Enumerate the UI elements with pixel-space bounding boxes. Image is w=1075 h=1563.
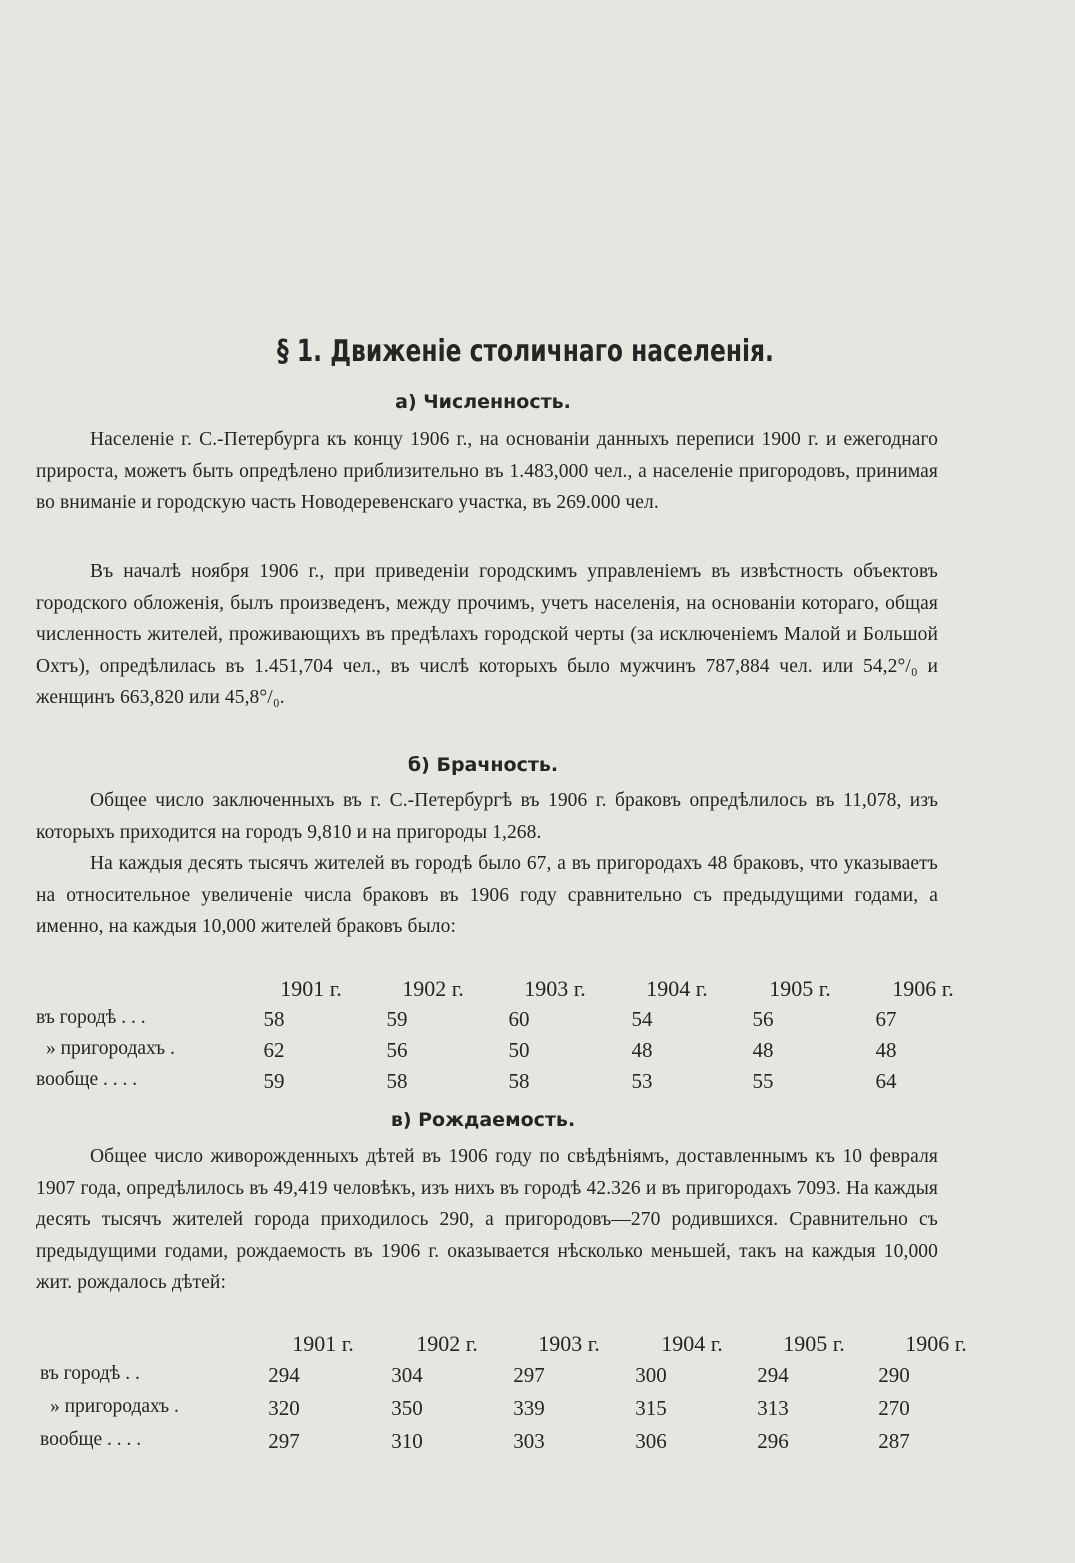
year-header: 1905 г.: [783, 1331, 845, 1356]
row-label: вообще . . . .: [40, 1429, 142, 1450]
row-label: » пригородахъ .: [46, 1038, 175, 1059]
table-cell: 306: [635, 1429, 667, 1453]
paragraph-marriages-1: Общее число заключенныхъ въ г. С.-Петербургѣ въ 1906 г. браковъ опредѣлилось въ 11,078, изъ которыхъ приходится на городъ 9,810 и на пригороды 1,268.: [36, 790, 938, 843]
table-cell: 303: [513, 1429, 545, 1453]
table-row: [36, 1396, 938, 1429]
year-header: 1902 г.: [402, 976, 464, 1001]
table-cell: 54: [631, 1007, 653, 1031]
table-cell: 55: [752, 1069, 774, 1093]
table-cell: 304: [391, 1363, 423, 1387]
row-label: » пригородахъ .: [50, 1396, 179, 1417]
table-cell: 297: [268, 1429, 300, 1453]
table-cell: 48: [631, 1038, 653, 1062]
paragraph-population-2: Въ началѣ ноября 1906 г., при приведеніи городскимъ управленіемъ въ извѣстность объектовъ городского обложенія, былъ произведенъ, между прочимъ, учетъ населенія, на основаніи котораго, общая численность жителей, проживающихъ въ предѣлахъ городской черты (за исключеніемъ Малой и Большой Охтъ), опредѣлилась въ 1.451,704 чел., въ числѣ которыхъ было мужчинъ 787,884 чел. или 54,2°/₀ и женщинъ 663,820 или 45,8°/₀.: [36, 561, 938, 709]
table-cell: 270: [878, 1396, 910, 1420]
table-cell: 62: [263, 1038, 285, 1062]
table-cell: 60: [508, 1007, 530, 1031]
subheading-marriages: б) Брачность.: [407, 754, 559, 776]
table-cell: 294: [268, 1363, 300, 1387]
paragraph-population-1: Населеніе г. С.-Петербурга къ концу 1906 г., на основаніи данныхъ переписи 1900 г. и ежегоднаго прироста, можетъ быть опредѣлено приблизительно въ 1.483,000 чел., а населеніе пригородовъ, принимая во вниманіе и городскую часть Новодеревенскаго участка, въ 269.000 чел.: [36, 429, 938, 514]
year-header: 1901 г.: [280, 976, 342, 1001]
paragraph-births-1: Общее число живорожденныхъ дѣтей въ 1906 году по свѣдѣніямъ, доставленнымъ къ 10 февраля 1907 года, опредѣлилось въ 49,419 человѣкъ, изъ нихъ въ городѣ 42.326 и въ пригородахъ 7093. На каждыя десять тысячъ жителей города приходилось 290, а пригородовъ—270 родившихся. Сравнительно съ предыдущими годами, рождаемость въ 1906 г. оказывается нѣсколько меньшей, такъ на каждыя 10,000 жит. рождалось дѣтей:: [36, 1146, 938, 1294]
year-header: 1903 г.: [538, 1331, 600, 1356]
table-cell: 297: [513, 1363, 545, 1387]
section-title: § 1. Движеніе столичнаго населенія.: [277, 334, 774, 369]
year-header: 1904 г.: [661, 1331, 723, 1356]
table-cell: 58: [508, 1069, 530, 1093]
year-header: 1906 г.: [892, 976, 954, 1001]
year-header: 1906 г.: [905, 1331, 967, 1356]
table-cell: 300: [635, 1363, 667, 1387]
table-cell: 67: [875, 1007, 897, 1031]
table-cell: 350: [391, 1396, 423, 1420]
year-header: 1904 г.: [646, 976, 708, 1001]
table-cell: 290: [878, 1363, 910, 1387]
table-cell: 58: [386, 1069, 408, 1093]
table-row: [36, 1007, 938, 1038]
table-cell: 320: [268, 1396, 300, 1420]
table-header-row: [36, 1331, 967, 1363]
table-cell: 315: [635, 1396, 667, 1420]
row-label: въ городѣ . . .: [36, 1007, 146, 1028]
table-row: [36, 1069, 938, 1100]
table-cell: 50: [508, 1038, 530, 1062]
table-cell: 58: [263, 1007, 285, 1031]
table-cell: 48: [752, 1038, 774, 1062]
table-row: [36, 1038, 938, 1069]
table-row: [36, 1429, 938, 1462]
table-cell: 287: [878, 1429, 910, 1453]
year-header: 1901 г.: [292, 1331, 354, 1356]
year-header: 1903 г.: [524, 976, 586, 1001]
table-cell: 310: [391, 1429, 423, 1453]
row-label: въ городѣ . .: [40, 1363, 140, 1384]
table-cell: 294: [757, 1363, 789, 1387]
subheading-population: а) Численность.: [395, 391, 571, 413]
table-cell: 53: [631, 1069, 653, 1093]
table-cell: 56: [752, 1007, 774, 1031]
table-cell: 56: [386, 1038, 408, 1062]
paragraph-marriages-2: На каждыя десять тысячъ жителей въ городѣ было 67, а въ пригородахъ 48 браковъ, что указываетъ на относительное увеличеніе числа браковъ въ 1906 году сравнительно съ предыдущими годами, а именно, на каждыя 10,000 жителей браковъ было:: [36, 853, 938, 938]
births-table: [36, 1331, 967, 1462]
table-cell: 48: [875, 1038, 897, 1062]
table-cell: 64: [875, 1069, 897, 1093]
table-cell: 59: [386, 1007, 408, 1031]
subheading-births: в) Рождаемость.: [390, 1109, 576, 1131]
table-header-row: [36, 976, 954, 1007]
year-header: 1905 г.: [769, 976, 831, 1001]
marriages-table: [36, 976, 954, 1100]
row-label: вообще . . . .: [36, 1069, 138, 1090]
table-row: [36, 1363, 938, 1396]
table-cell: 313: [757, 1396, 789, 1420]
table-cell: 296: [757, 1429, 789, 1453]
table-cell: 59: [263, 1069, 285, 1093]
table-cell: 339: [513, 1396, 545, 1420]
year-header: 1902 г.: [416, 1331, 478, 1356]
